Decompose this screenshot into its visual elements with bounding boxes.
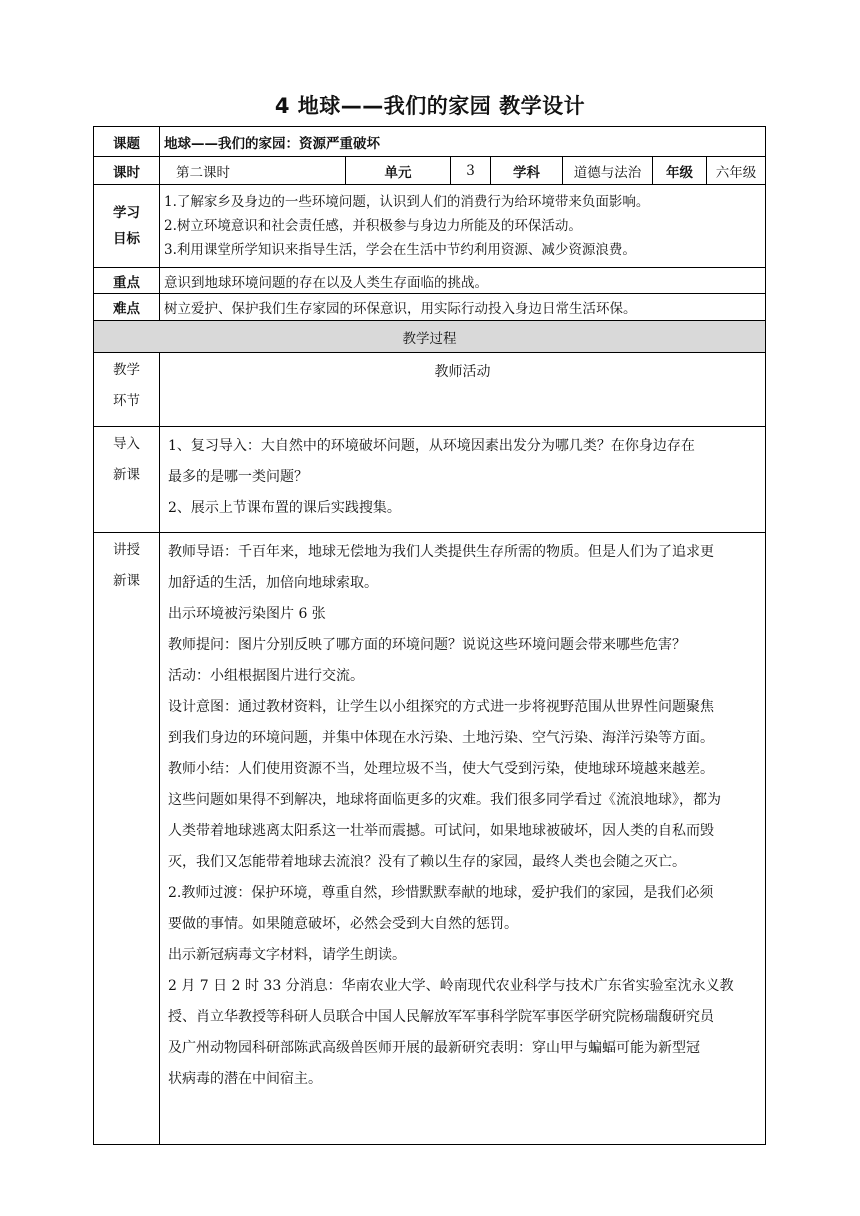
difficulty-label: 难点 [94, 294, 160, 321]
goals-row [94, 185, 766, 268]
lecture-row [94, 533, 766, 1145]
intro-line: 2、展示上节课布置的课后实践搜集。 [168, 500, 401, 516]
lecture-line: 教师提问：图片分别反映了哪方面的环境问题？说说这些环境问题会带来哪些危害？ [168, 637, 686, 653]
period-value: 第二课时 [160, 157, 346, 185]
lecture-line: 教师导语：千百年来，地球无偿地为我们人类提供生存所需的物质。但是人们为了追求更 [168, 544, 714, 560]
key-point-label: 重点 [94, 268, 160, 294]
topic-row [94, 127, 766, 157]
difficulty-row [94, 294, 766, 321]
lecture-line: 要做的事情。如果随意破坏，必然会受到大自然的惩罚。 [168, 916, 518, 932]
lecture-line: 这些问题如果得不到解决，地球将面临更多的灾难。我们很多同学看过《流浪地球》，都为 [168, 792, 721, 808]
unit-value: 3 [451, 157, 491, 185]
lecture-line: 教师小结：人们使用资源不当，处理垃圾不当，使大气受到污染，使地球环境越来越差。 [168, 761, 714, 777]
info-row [94, 157, 766, 185]
intro-stage [94, 427, 160, 533]
intro-line: 1、复习导入：大自然中的环境破坏问题，从环境因素出发分为哪几类？在你身边存在 [168, 438, 695, 454]
key-point-value: 意识到地球环境问题的存在以及人类生存面临的挑战。 [160, 268, 766, 294]
intro-stage-line2: 新课 [113, 467, 140, 483]
grade-label: 年级 [653, 157, 707, 185]
lecture-stage-line2: 新课 [113, 573, 140, 589]
stage-column-line2: 环节 [113, 393, 140, 409]
lecture-line: 到我们身边的环境问题，并集中体现在水污染、土地污染、空气污染、海洋污染等方面。 [168, 730, 714, 746]
period-label: 课时 [94, 157, 160, 185]
goals-label-line2: 目标 [113, 231, 140, 247]
lecture-content [160, 533, 766, 1145]
subject-label: 学科 [491, 157, 563, 185]
lecture-line: 活动：小组根据图片进行交流。 [168, 668, 364, 684]
grade-value: 六年级 [707, 157, 766, 185]
goal-item: 3.利用课堂所学知识来指导生活，学会在生活中节约利用资源、减少资源浪费。 [164, 242, 636, 258]
intro-stage-line1: 导入 [113, 436, 140, 452]
stage-column-header [94, 353, 160, 427]
activity-column-header: 教师活动 [160, 353, 766, 427]
lesson-plan-table [93, 126, 766, 1145]
process-columns-row [94, 353, 766, 427]
unit-label: 单元 [346, 157, 451, 185]
process-header: 教学过程 [94, 321, 766, 353]
intro-content [160, 427, 766, 533]
lecture-line: 人类带着地球逃离太阳系这一壮举而震撼。可试问，如果地球被破坏，因人类的自私而毁 [168, 823, 714, 839]
lecture-line: 设计意图：通过教材资料，让学生以小组探究的方式进一步将视野范围从世界性问题聚焦 [168, 699, 714, 715]
subject-value: 道德与法治 [563, 157, 653, 185]
lecture-stage-line1: 讲授 [113, 542, 140, 558]
goals-label [94, 185, 160, 268]
goal-item: 2.树立环境意识和社会责任感，并积极参与身边力所能及的环保活动。 [164, 218, 582, 234]
lecture-line: 出示环境被污染图片 6 张 [168, 606, 326, 622]
topic-value: 地球——我们的家园：资源严重破坏 [160, 127, 766, 157]
intro-row [94, 427, 766, 533]
lecture-line: 2 月 7 日 2 时 33 分消息：华南农业大学、岭南现代农业科学与技术广东省实验室沈永义教 [168, 978, 734, 994]
lecture-line: 灭，我们又怎能带着地球去流浪？没有了赖以生存的家园，最终人类也会随之灭亡。 [168, 854, 686, 870]
lecture-line: 出示新冠病毒文字材料，请学生朗读。 [168, 947, 406, 963]
difficulty-value: 树立爱护、保护我们生存家园的环保意识，用实际行动投入身边日常生活环保。 [160, 294, 766, 321]
key-point-row [94, 268, 766, 294]
goals-label-line1: 学习 [113, 205, 140, 221]
topic-label: 课题 [94, 127, 160, 157]
lecture-line: 授、肖立华教授等科研人员联合中国人民解放军军事科学院军事医学研究院杨瑞馥研究员 [168, 1009, 714, 1025]
lecture-line: 2.教师过渡：保护环境，尊重自然，珍惜默默奉献的地球，爱护我们的家园，是我们必须 [168, 885, 714, 901]
process-header-row [94, 321, 766, 353]
goals-content [160, 185, 766, 268]
lecture-line: 及广州动物园科研部陈武高级兽医师开展的最新研究表明：穿山甲与蝙蝠可能为新型冠 [168, 1040, 700, 1056]
intro-line: 最多的是哪一类问题？ [168, 469, 308, 485]
lecture-stage [94, 533, 160, 1145]
lecture-line: 状病毒的潜在中间宿主。 [168, 1071, 322, 1087]
goal-item: 1.了解家乡及身边的一些环境问题，认识到人们的消费行为给环境带来负面影响。 [164, 194, 650, 210]
lecture-line: 加舒适的生活，加倍向地球索取。 [168, 575, 378, 591]
stage-column-line1: 教学 [113, 362, 140, 378]
document-title: 4 地球——我们的家园 教学设计 [274, 94, 586, 118]
